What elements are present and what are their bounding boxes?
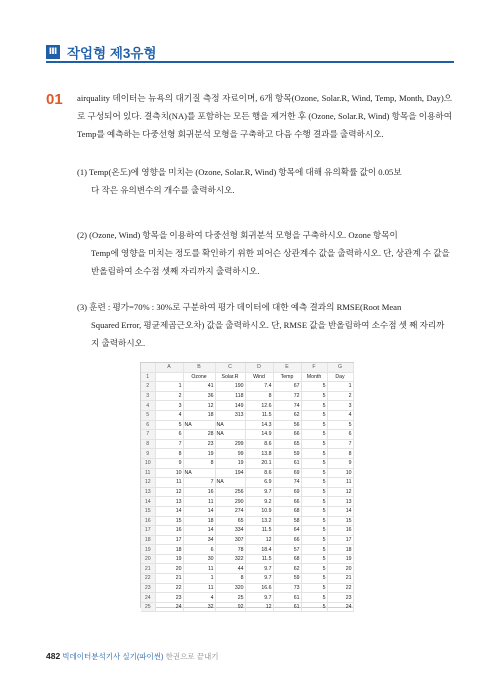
table-cell: 58 [273, 516, 301, 526]
table-cell: 18.4 [245, 545, 273, 555]
row-number: 14 [141, 497, 155, 507]
table-cell: 59 [273, 449, 301, 459]
column-letter-header: D [245, 363, 273, 372]
spreadsheet-screenshot [140, 362, 354, 611]
table-cell: 5 [301, 583, 327, 593]
table-cell: 66 [273, 430, 301, 440]
header-divider [46, 61, 454, 63]
table-cell: 12.6 [245, 401, 273, 411]
sub-question-line: (2) (Ozone, Wind) 항목을 이용하여 다중선형 회귀분석 모형을 구축하시오. Ozone 항목이 [77, 230, 398, 240]
row-number: 2 [141, 382, 155, 392]
table-cell: 19 [327, 554, 353, 564]
column-header-cell: Solar.R [215, 372, 245, 382]
sub-question-continuation: Temp에 영향을 미치는 정도를 확인하기 위한 피어슨 상관계수 값을 출력하시오. 단, 상관계 수 값을 반올림하여 소수점 셋째 자리까지 출력하시오. [91, 248, 450, 276]
table-row [141, 449, 353, 459]
table-cell: 8 [155, 449, 183, 459]
sub-question-line: (3) 훈련 : 평가=70% : 30%로 구분하여 평가 데이터에 대한 예측 결과의 RMSE(Root Mean [77, 302, 402, 312]
table-cell: 16 [327, 526, 353, 536]
table-cell: 313 [215, 410, 245, 420]
table-cell: 6 [183, 545, 215, 555]
table-cell: 5 [301, 468, 327, 478]
section-title: 작업형 제3유형 [67, 46, 157, 61]
row-number: 19 [141, 545, 155, 555]
table-row [141, 497, 353, 507]
sheet-header-row [141, 372, 353, 382]
table-cell: 8.6 [245, 468, 273, 478]
table-cell: 6.9 [245, 478, 273, 488]
table-cell: 12 [183, 401, 215, 411]
row-number: 5 [141, 410, 155, 420]
sub-question-3 [77, 298, 452, 352]
sub-question-line: (1) Temp(온도)에 영향을 미치는 (Ozone, Solar.R, Wind) 항목에 대해 유의확률 값이 0.05보 [77, 167, 402, 177]
table-row [141, 535, 353, 545]
table-cell: 4 [155, 410, 183, 420]
table-cell: 10 [327, 468, 353, 478]
table-cell: 11 [155, 478, 183, 488]
table-cell: 21 [155, 574, 183, 584]
table-cell: 14.3 [245, 420, 273, 430]
column-header-cell: Temp [273, 372, 301, 382]
table-row [141, 420, 353, 430]
table-cell: 8 [327, 449, 353, 459]
row-number: 20 [141, 554, 155, 564]
table-cell: 9.7 [245, 564, 273, 574]
table-cell: 5 [301, 526, 327, 536]
table-cell: 5 [301, 506, 327, 516]
table-cell: 8 [183, 458, 215, 468]
table-cell: 57 [273, 545, 301, 555]
table-cell: 5 [301, 554, 327, 564]
row-number: 4 [141, 401, 155, 411]
table-cell: 12 [155, 487, 183, 497]
table-cell: 24 [327, 602, 353, 612]
table-cell: 23 [327, 593, 353, 603]
table-cell: 41 [183, 382, 215, 392]
column-letter-header [141, 363, 155, 372]
row-number: 15 [141, 506, 155, 516]
table-cell: 18 [183, 410, 215, 420]
table-cell: 5 [327, 420, 353, 430]
table-cell: 149 [215, 401, 245, 411]
table-cell: 19 [183, 449, 215, 459]
sub-question-2 [77, 226, 452, 280]
table-cell: 15 [327, 516, 353, 526]
column-letter-header: E [273, 363, 301, 372]
table-cell: 10 [155, 468, 183, 478]
book-title: 빅데이터분석기사 실기(파이썬) [62, 652, 164, 661]
table-cell: 62 [273, 564, 301, 574]
table-cell: 9.7 [245, 487, 273, 497]
table-row [141, 583, 353, 593]
table-cell: 19 [215, 458, 245, 468]
table-cell: 5 [301, 430, 327, 440]
table-cell: 320 [215, 583, 245, 593]
table-cell: 9 [155, 458, 183, 468]
table-row [141, 401, 353, 411]
table-cell: 18 [183, 516, 215, 526]
column-letter-header: G [327, 363, 353, 372]
table-cell: 11 [327, 478, 353, 488]
table-cell: 72 [273, 391, 301, 401]
table-cell: 6 [327, 430, 353, 440]
table-cell: 5 [301, 574, 327, 584]
table-cell: 68 [273, 506, 301, 516]
table-row [141, 506, 353, 516]
table-cell: 13.8 [245, 449, 273, 459]
column-header-cell: Wind [245, 372, 273, 382]
table-row [141, 487, 353, 497]
column-header-cell: Day [327, 372, 353, 382]
table-cell: 36 [183, 391, 215, 401]
question-number: 01 [46, 91, 63, 108]
table-cell: 24 [155, 602, 183, 612]
table-cell: 20 [327, 564, 353, 574]
table-cell: 20 [155, 564, 183, 574]
table-cell: 5 [301, 545, 327, 555]
table-cell: 22 [327, 583, 353, 593]
row-number: 1 [141, 372, 155, 382]
table-cell: 17 [155, 535, 183, 545]
table-row [141, 410, 353, 420]
table-cell: 92 [215, 602, 245, 612]
table-cell: 28 [183, 430, 215, 440]
table-cell: 3 [155, 401, 183, 411]
table-cell: 5 [301, 535, 327, 545]
table-row [141, 545, 353, 555]
table-cell: 14 [327, 506, 353, 516]
table-cell: 5 [301, 439, 327, 449]
table-cell: NA [215, 478, 245, 488]
table-cell: 334 [215, 526, 245, 536]
table-cell: 18 [155, 545, 183, 555]
table-cell: 23 [183, 439, 215, 449]
table-cell: 30 [183, 554, 215, 564]
table-cell: NA [183, 420, 215, 430]
table-row [141, 574, 353, 584]
table-cell: 2 [327, 391, 353, 401]
table-cell: 7 [327, 439, 353, 449]
spreadsheet-table [141, 363, 354, 612]
table-cell: 7 [183, 478, 215, 488]
sub-question-continuation: Squared Error, 평균제곱근오차) 값을 출력하시오. 단, RMSE 값을 반올림하여 소수점 셋 째 자리까지 출력하시오. [91, 320, 445, 348]
table-cell: 118 [215, 391, 245, 401]
row-number: 25 [141, 602, 155, 612]
row-number: 12 [141, 478, 155, 488]
table-cell: 16 [183, 487, 215, 497]
table-row [141, 554, 353, 564]
column-letter-header: C [215, 363, 245, 372]
table-cell: 59 [273, 574, 301, 584]
sub-question-continuation: 다 작은 유의변수의 개수를 출력하시오. [91, 185, 235, 195]
table-cell: 20.1 [245, 458, 273, 468]
table-cell: 34 [183, 535, 215, 545]
table-cell: 10.9 [245, 506, 273, 516]
row-number: 10 [141, 458, 155, 468]
table-cell: 11 [183, 564, 215, 574]
table-cell: 16 [155, 526, 183, 536]
section-badge: Ⅲ [46, 45, 60, 59]
table-row [141, 439, 353, 449]
row-number: 21 [141, 564, 155, 574]
row-number: 18 [141, 535, 155, 545]
table-cell: 66 [273, 497, 301, 507]
table-cell: 17 [327, 535, 353, 545]
table-cell: 61 [273, 602, 301, 612]
table-cell: 21 [327, 574, 353, 584]
table-cell: 11.5 [245, 526, 273, 536]
table-cell: 14 [183, 506, 215, 516]
table-cell: NA [183, 468, 215, 478]
table-cell: 23 [155, 593, 183, 603]
page-number: 482 [46, 651, 61, 661]
table-row [141, 593, 353, 603]
table-cell: 74 [273, 478, 301, 488]
table-cell: 99 [215, 449, 245, 459]
table-row [141, 564, 353, 574]
table-cell: 5 [301, 478, 327, 488]
table-cell: 9 [327, 458, 353, 468]
table-cell: 5 [301, 391, 327, 401]
section-header [46, 42, 157, 62]
table-cell: 5 [301, 401, 327, 411]
table-row [141, 516, 353, 526]
table-cell: 290 [215, 497, 245, 507]
table-cell: 5 [301, 487, 327, 497]
table-cell: 78 [215, 545, 245, 555]
table-cell: 12 [245, 602, 273, 612]
table-cell: 8.6 [245, 439, 273, 449]
column-header-cell [155, 372, 183, 382]
book-tagline: 한권으로 끝내기 [165, 652, 219, 661]
table-cell: 5 [301, 410, 327, 420]
table-cell: 65 [273, 439, 301, 449]
row-number: 11 [141, 468, 155, 478]
table-cell: 12 [327, 487, 353, 497]
table-cell: 5 [155, 420, 183, 430]
table-cell: 4 [327, 410, 353, 420]
table-cell: 74 [273, 401, 301, 411]
table-cell: 62 [273, 410, 301, 420]
table-cell: 13 [155, 497, 183, 507]
row-number: 23 [141, 583, 155, 593]
row-number: 16 [141, 516, 155, 526]
table-cell: NA [215, 420, 245, 430]
column-header-cell: Month [301, 372, 327, 382]
row-number: 17 [141, 526, 155, 536]
table-cell: 14.9 [245, 430, 273, 440]
row-number: 7 [141, 430, 155, 440]
table-cell: 13.2 [245, 516, 273, 526]
table-cell: 9.7 [245, 593, 273, 603]
table-cell: 322 [215, 554, 245, 564]
table-cell: 5 [301, 497, 327, 507]
table-cell: 18 [327, 545, 353, 555]
table-row [141, 602, 353, 612]
table-cell: 274 [215, 506, 245, 516]
table-row [141, 468, 353, 478]
table-cell: 22 [155, 583, 183, 593]
table-cell: 65 [215, 516, 245, 526]
row-number: 8 [141, 439, 155, 449]
column-header-cell: Ozone [183, 372, 215, 382]
table-cell: 19 [155, 554, 183, 564]
table-cell: 68 [273, 554, 301, 564]
table-cell: 7.4 [245, 382, 273, 392]
table-cell: 5 [301, 564, 327, 574]
table-cell: 5 [301, 420, 327, 430]
table-cell: 5 [301, 382, 327, 392]
table-cell: 1 [327, 382, 353, 392]
table-cell: 15 [155, 516, 183, 526]
row-number: 3 [141, 391, 155, 401]
table-cell: 56 [273, 420, 301, 430]
table-cell: NA [215, 430, 245, 440]
table-cell: 9.7 [245, 574, 273, 584]
table-cell: 14 [183, 526, 215, 536]
table-cell: 8 [245, 391, 273, 401]
table-cell: 64 [273, 526, 301, 536]
table-cell: 5 [301, 602, 327, 612]
table-cell: 13 [327, 497, 353, 507]
row-number: 9 [141, 449, 155, 459]
table-cell: 6 [155, 430, 183, 440]
row-number: 24 [141, 593, 155, 603]
table-cell: 5 [301, 516, 327, 526]
column-letter-header: A [155, 363, 183, 372]
table-cell: 4 [183, 593, 215, 603]
table-cell: 194 [215, 468, 245, 478]
table-cell: 299 [215, 439, 245, 449]
table-cell: 66 [273, 535, 301, 545]
table-cell: 307 [215, 535, 245, 545]
table-cell: 256 [215, 487, 245, 497]
column-letter-header: B [183, 363, 215, 372]
table-cell: 44 [215, 564, 245, 574]
table-row [141, 458, 353, 468]
table-row [141, 478, 353, 488]
row-number: 6 [141, 420, 155, 430]
table-cell: 69 [273, 487, 301, 497]
table-cell: 61 [273, 458, 301, 468]
column-letter-header: F [301, 363, 327, 372]
table-cell: 1 [155, 382, 183, 392]
table-cell: 69 [273, 468, 301, 478]
table-cell: 61 [273, 593, 301, 603]
table-cell: 67 [273, 382, 301, 392]
table-cell: 190 [215, 382, 245, 392]
table-cell: 11.5 [245, 554, 273, 564]
table-cell: 12 [245, 535, 273, 545]
table-cell: 1 [183, 574, 215, 584]
table-cell: 5 [301, 593, 327, 603]
sub-question-1 [77, 163, 452, 199]
column-letter-row [141, 363, 353, 372]
table-row [141, 430, 353, 440]
table-cell: 11.5 [245, 410, 273, 420]
table-row [141, 382, 353, 392]
table-cell: 11 [183, 497, 215, 507]
table-cell: 14 [155, 506, 183, 516]
table-row [141, 391, 353, 401]
table-cell: 73 [273, 583, 301, 593]
table-row [141, 526, 353, 536]
table-cell: 5 [301, 449, 327, 459]
row-number: 13 [141, 487, 155, 497]
question-text: airquality 데이터는 뉴욕의 대기질 측정 자료이며, 6개 항목(Ozone, Solar.R, Wind, Temp, Month, Day)으로 구성되어 있다. 결측치(NA)를 포함하는 모든 행을 제거한 후 (Ozone, Solar.R, Wind) 항목을 이용하여 Temp를 예측하는 다중선형 회귀분석 모형을 구축하고 다음 수행 결과를 출력하시오. [77, 93, 452, 139]
row-number: 22 [141, 574, 155, 584]
table-cell: 7 [155, 439, 183, 449]
table-cell: 25 [215, 593, 245, 603]
table-cell: 2 [155, 391, 183, 401]
table-cell: 32 [183, 602, 215, 612]
table-cell: 16.6 [245, 583, 273, 593]
table-cell: 5 [301, 458, 327, 468]
table-cell: 9.2 [245, 497, 273, 507]
table-cell: 8 [215, 574, 245, 584]
table-cell: 3 [327, 401, 353, 411]
table-cell: 11 [183, 583, 215, 593]
page-footer [46, 651, 218, 662]
